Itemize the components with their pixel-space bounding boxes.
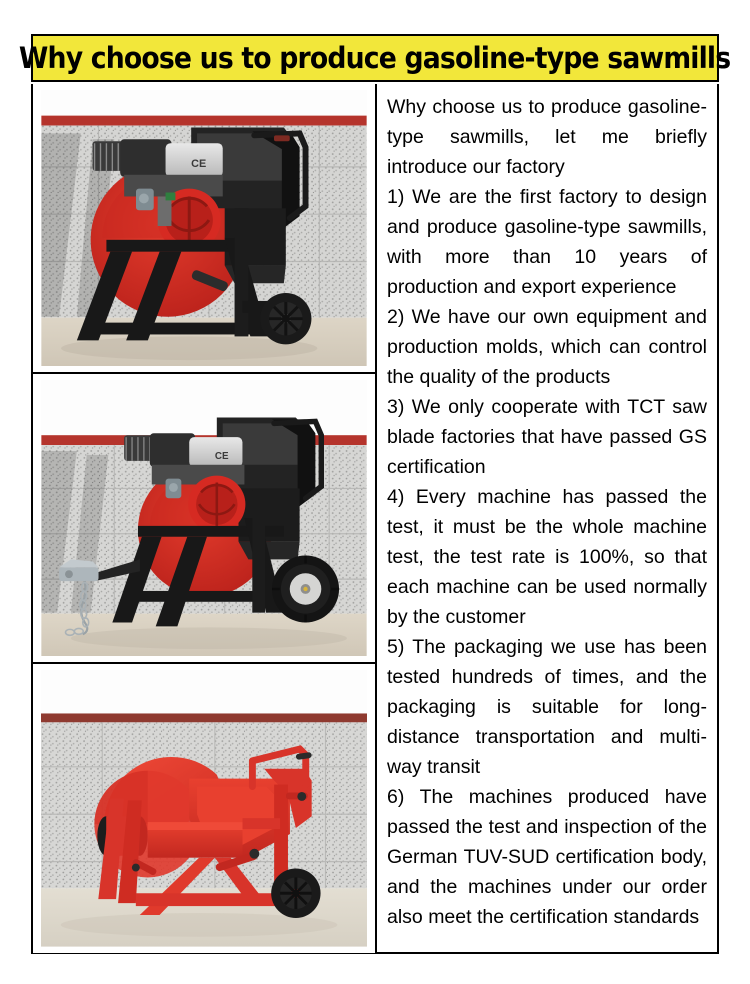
sawmill-black-frame-illustration xyxy=(41,90,367,366)
description-paragraph-2: 2) We have our own equipment and production molds, which can control the quality of the products xyxy=(387,306,707,388)
sawmill-towable-illustration xyxy=(41,380,367,656)
description-paragraph-5: 5) The packaging we use has been tested hundreds of times, and the packaging is suitable for long-distance transportation and multi-way transit xyxy=(387,636,707,778)
svg-text:CE: CE xyxy=(191,157,207,170)
product-photo-1 xyxy=(33,84,375,374)
description-paragraph-1: 1) We are the first factory to design and produce gasoline-type sawmills, with more than 10 years of production and export experience xyxy=(387,186,707,298)
description-paragraph-4: 4) Every machine has passed the test, it must be the whole machine test, the test rate is 100%, so that each machine can be used normally by the customer xyxy=(387,486,707,628)
description-paragraph-3: 3) We only cooperate with TCT saw blade factories that have passed GS certification xyxy=(387,396,707,478)
product-photo-3 xyxy=(33,664,375,953)
page-title-banner xyxy=(19,34,731,82)
content-table xyxy=(31,84,719,954)
page-title: Why choose us to produce gasoline-type sawmills xyxy=(19,40,731,75)
description-text-column xyxy=(377,84,717,952)
description-paragraph-6: 6) The machines produced have passed the test and inspection of the German TUV-SUD certification body, and the machines under our order also meet the certification standards xyxy=(387,786,707,928)
product-image-column xyxy=(33,84,377,952)
description-paragraph-intro: Why choose us to produce gasoline-type sawmills, let me briefly introduce our factory xyxy=(387,96,707,178)
sawmill-red-frame-illustration xyxy=(41,670,367,947)
svg-text:CE: CE xyxy=(214,450,229,462)
product-photo-2 xyxy=(33,374,375,664)
